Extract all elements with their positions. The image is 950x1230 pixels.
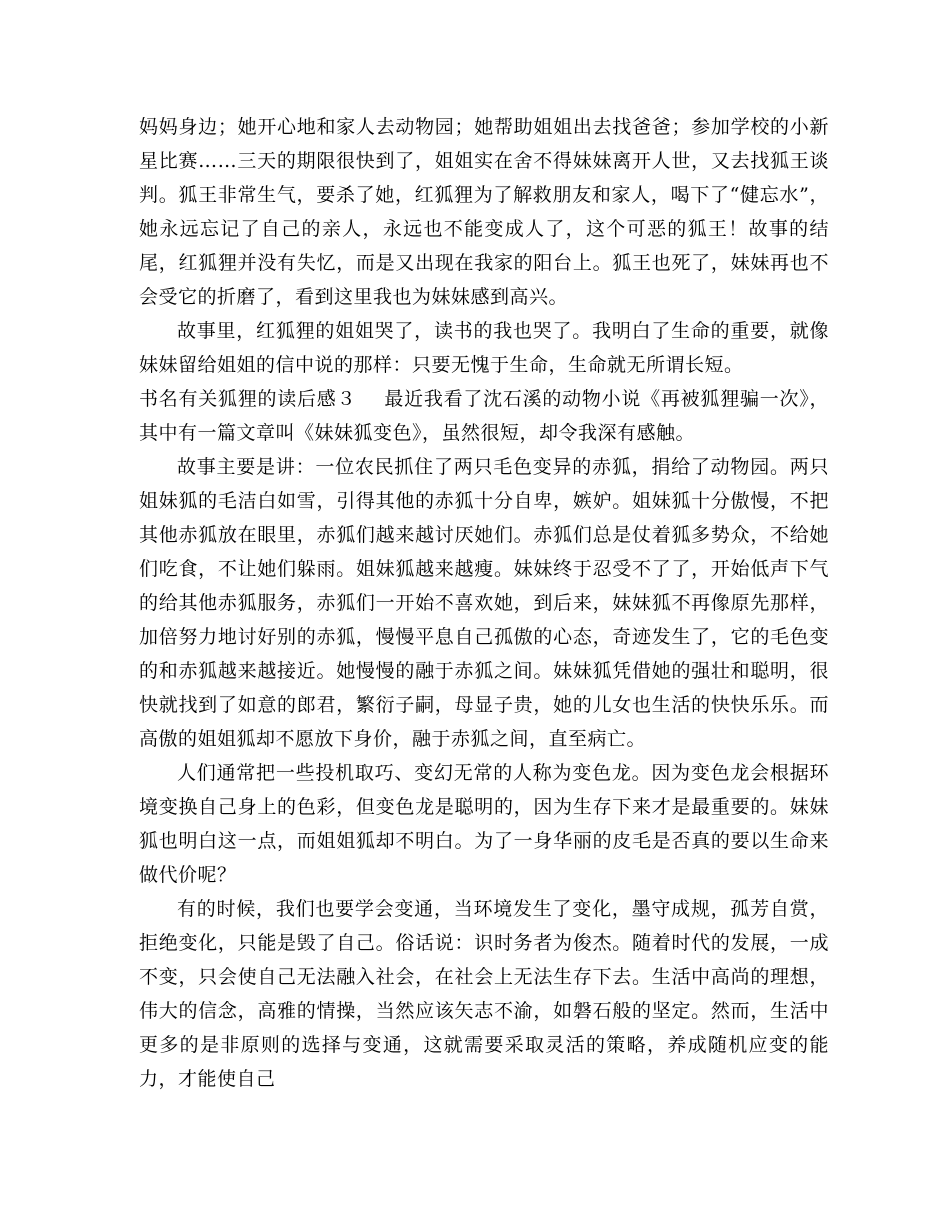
paragraph-2: 故事里，红狐狸的姐姐哭了，读书的我也哭了。我明白了生命的重要，就像妹妹留给姐姐的信中说的那样：只要无愧于生命，生命就无所谓长短。 <box>139 320 829 376</box>
paragraph-1: 妈妈身边；她开心地和家人去动物园；她帮助姐姐出去找爸爸；参加学校的小新星比赛……三天的期限很快到了，姐姐实在舍不得妹妹离开人世，又去找狐王谈判。狐王非常生气，要杀了她，红狐狸为了解救朋友和家人，喝下了“健忘水”，她永远忘记了自己的亲人，永远也不能变成人了，这个可恶的狐王！故事的结尾，红狐狸并没有失忆，而是又出现在我家的阳台上。狐王也死了，妹妹再也不会受它的折磨了，看到这里我也为妹妹感到高兴。 <box>139 116 829 308</box>
paragraph-3 <box>139 382 829 450</box>
paragraph-4: 故事主要是讲：一位农民抓住了两只毛色变异的赤狐，捐给了动物园。两只姐妹狐的毛洁白如雪，引得其他的赤狐十分自卑，嫉妒。姐妹狐十分傲慢，不把其他赤狐放在眼里，赤狐们越来越讨厌她们。赤狐们总是仗着狐多势众，不给她们吃食，不让她们躲雨。姐妹狐越来越瘦。妹妹终于忍受不了了，开始低声下气的给其他赤狐服务，赤狐们一开始不喜欢她，到后来，妹妹狐不再像原先那样，加倍努力地讨好别的赤狐，慢慢平息自己孤傲的心态，奇迹发生了，它的毛色变的和赤狐越来越接近。她慢慢的融于赤狐之间。妹妹狐凭借她的强壮和聪明，很快就找到了如意的郎君，繁衍子嗣，母显子贵，她的儿女也生活的快快乐乐。而高傲的姐姐狐却不愿放下身价，融于赤狐之间，直至病亡。 <box>139 456 829 750</box>
section-title: 书名有关狐狸的读后感３ <box>139 388 357 410</box>
section-intro: 最近我看了沈石溪的动物小说《再被狐狸骗一次》，其中有一篇文章叫《妹妹狐变色》，虽然很短，却令我深有感触。 <box>139 388 829 444</box>
document-body <box>139 110 829 1096</box>
paragraph-6: 有的时候，我们也要学会变通，当环境发生了变化，墨守成规，孤芳自赏，拒绝变化，只能是毁了自己。俗话说：识时务者为俊杰。随着时代的发展，一成不变，只会使自己无法融入社会，在社会上无法生存下去。生活中高尚的理想，伟大的信念，高雅的情操，当然应该矢志不渝，如磐石般的坚定。然而，生活中更多的是非原则的选择与变通，这就需要采取灵活的策略，养成随机应变的能力，才能使自己 <box>139 898 829 1090</box>
paragraph-5: 人们通常把一些投机取巧、变幻无常的人称为变色龙。因为变色龙会根据环境变换自己身上的色彩，但变色龙是聪明的，因为生存下来才是最重要的。妹妹狐也明白这一点，而姐姐狐却不明白。为了一身华丽的皮毛是否真的要以生命来做代价呢？ <box>139 762 829 886</box>
